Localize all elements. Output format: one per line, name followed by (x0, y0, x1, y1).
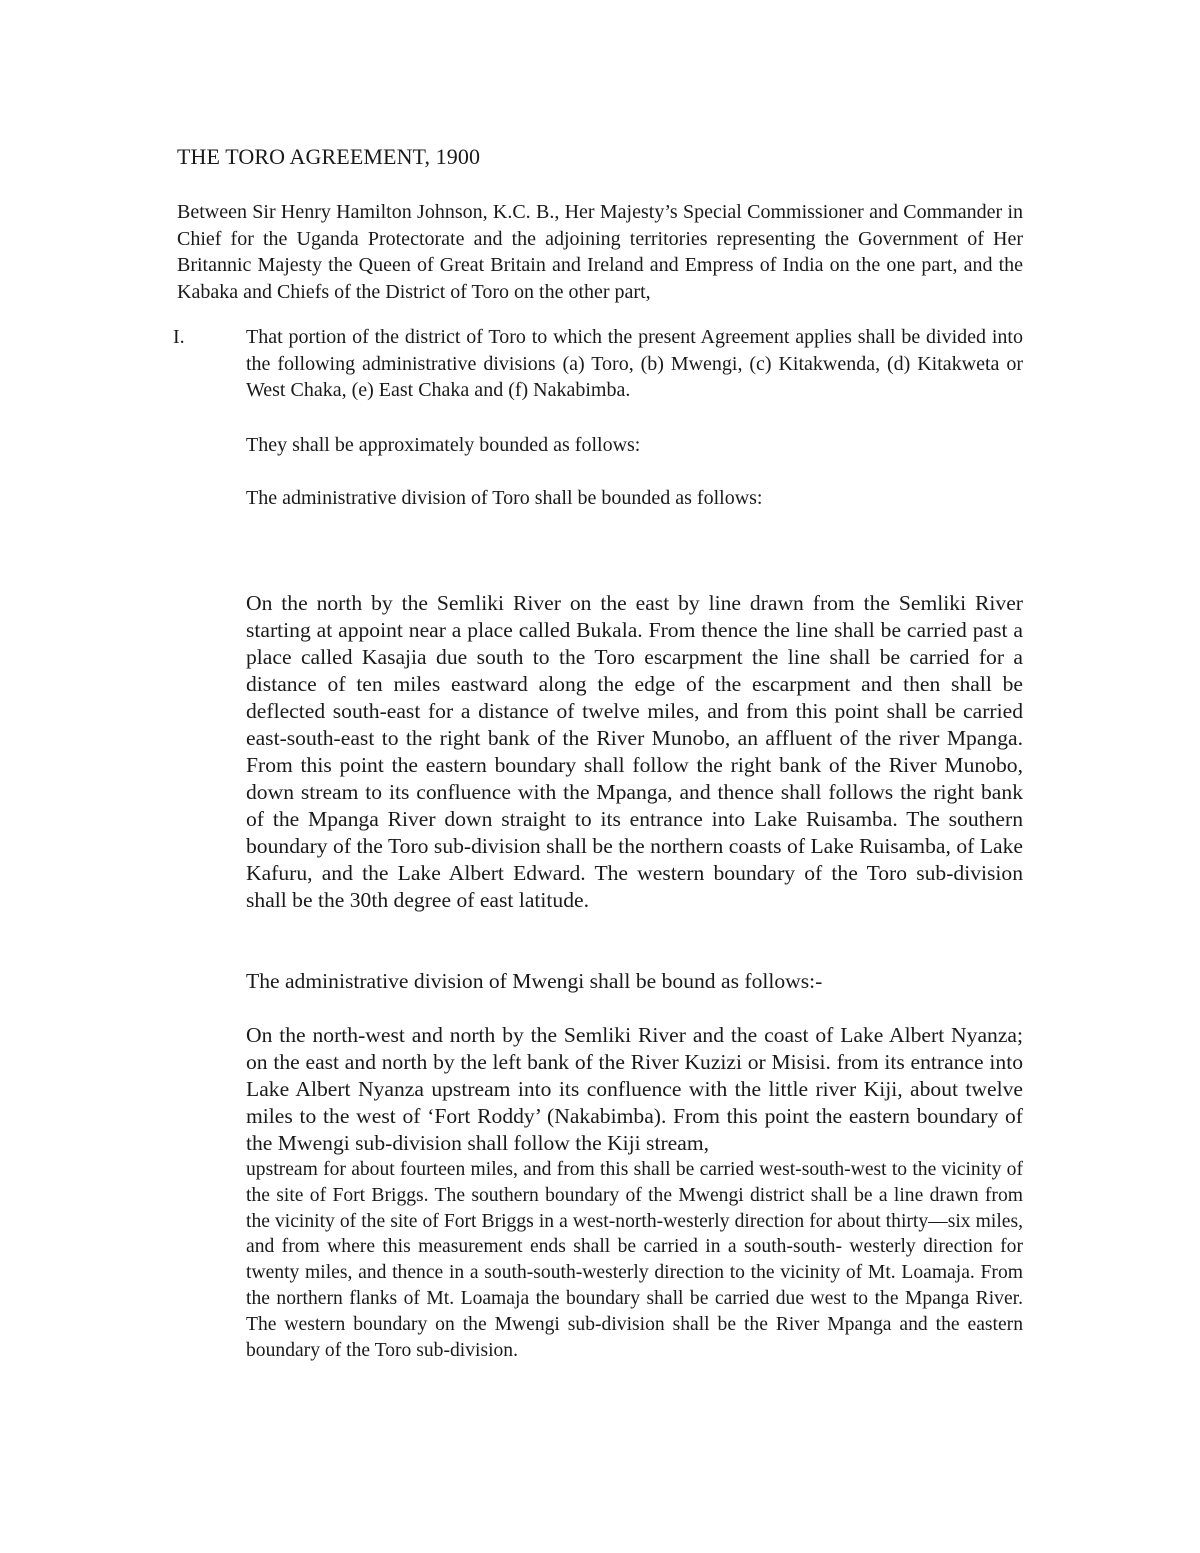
mwengi-boundaries-paragraph-part2: upstream for about fourteen miles, and from this shall be carried west-south-west to the vicinity of the site of Fort Briggs. The southern boundary of the Mwengi district shall be a line drawn from the vicinity of the site of Fort Briggs in a west-north-westerly direction for about thirty—six miles, and from where this measurement ends shall be carried in a south-south- westerly direction for twenty miles, and thence in a south-south-westerly direction to the vicinity of Mt. Loamaja. From the northern flanks of Mt. Loamaja the boundary shall be carried due west to the Mpanga River. The western boundary on the Mwengi sub-division shall be the River Mpanga and the eastern boundary of the Toro sub-division. (246, 1159, 1023, 1361)
clause-1-text: That portion of the district of Toro to which the present Agreement applies shall be divided into the following administrative divisions (a) Toro, (b) Mwengi, (c) Kitakwenda, (d) Kitakweta or West Chaka, (e) East Chaka and (f) Nakabimba. (246, 326, 1023, 401)
toro-boundaries-paragraph: On the north by the Semliki River on the east by line drawn from the Semliki River starting at appoint near a place called Bukala. From thence the line shall be carried past a place called Kasajia due south to the Toro escarpment the line shall be carried for a distance of ten miles eastward along the edge of the escarpment and then shall be deflected south-east for a distance of twelve miles, and from this point shall be carried east-south-east to the right bank of the River Munobo, an affluent of the river Mpanga. From this point the eastern boundary shall follow the right bank of the River Munobo, down stream to its confluence with the Mpanga, and thence shall follows the right bank of the Mpanga River down straight to its entrance into Lake Ruisamba. The southern boundary of the Toro sub-division shall be the northern coasts of Lake Ruisamba, of Lake Kafuru, and the Lake Albert Edward. The western boundary of the Toro sub-division shall be the 30th degree of east latitude. (246, 591, 1023, 912)
mwengi-division-heading: The administrative division of Mwengi shall be bound as follows:- (246, 969, 823, 993)
preamble-paragraph: Between Sir Henry Hamilton Johnson, K.C. B., Her Majesty’s Special Commissioner and Commander in Chief for the Uganda Protectorate and the adjoining territories representing the Government of Her Britannic Majesty the Queen of Great Britain and Ireland and Empress of India on the one part, and the Kabaka and Chiefs of the District of Toro on the other part, (177, 201, 1023, 303)
clause-number: I. (173, 326, 185, 348)
bounded-intro: They shall be approximately bounded as follows: (246, 434, 641, 456)
document-title: THE TORO AGREEMENT, 1900 (177, 144, 481, 169)
mwengi-boundaries-paragraph-part1: On the north-west and north by the Semliki River and the coast of Lake Albert Nyanza; on the east and north by the left bank of the River Kuzizi or Misisi. from its entrance into Lake Albert Nyanza upstream into its confluence with the little river Kiji, about twelve miles to the west of ‘Fort Roddy’ (Nakabimba). From this point the eastern boundary of the Mwengi sub-division shall follow the Kiji stream, (246, 1023, 1023, 1155)
toro-division-heading: The administrative division of Toro shall be bounded as follows: (246, 487, 763, 509)
